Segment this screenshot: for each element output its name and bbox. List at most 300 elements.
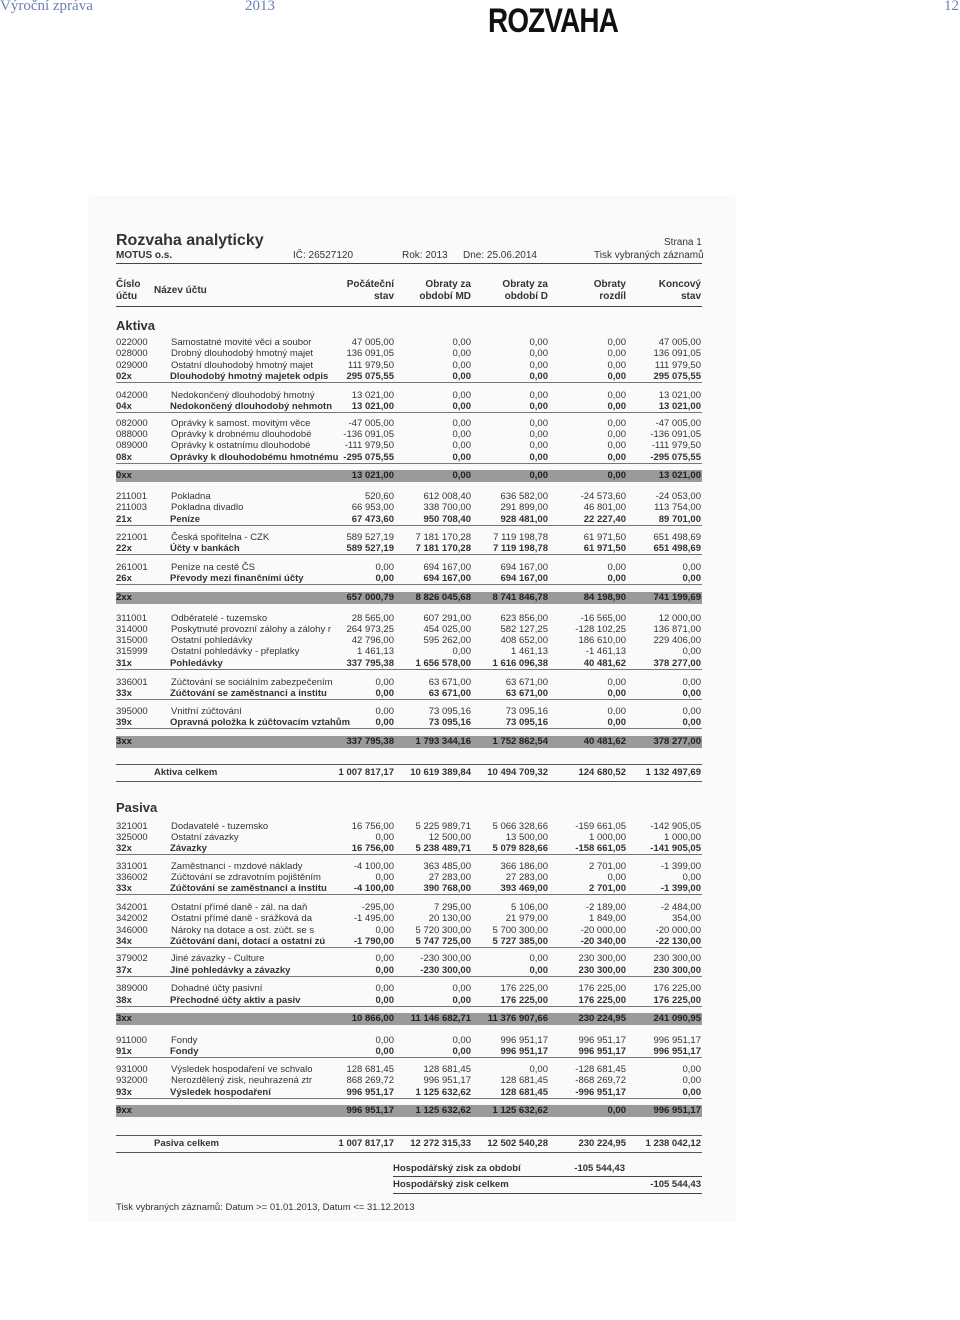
amount-cell: 5 700 300,00 (492, 925, 548, 936)
amount-cell: -47 005,00 (655, 418, 701, 429)
account-code: 346000 (116, 925, 148, 936)
amount-cell: 0,00 (607, 470, 626, 481)
section-banner: ROZVAHA (488, 2, 619, 40)
amount-cell: 136 091,05 (653, 348, 701, 359)
amount-cell: 27 283,00 (505, 872, 548, 883)
org-ic: IČ: 26527120 (293, 250, 354, 261)
account-code: 31x (116, 658, 132, 669)
account-code: 211003 (116, 502, 147, 513)
amount-cell: 7 181 170,28 (415, 532, 471, 543)
account-name: Fondy (170, 1046, 199, 1057)
subtotal-row (116, 883, 702, 895)
amount-cell: 0,00 (682, 646, 701, 657)
amount-cell: 0,00 (452, 1035, 471, 1046)
amount-cell: 0,00 (375, 965, 394, 976)
amount-cell: 996 951,17 (578, 1046, 626, 1057)
amount-cell: 657 000,79 (346, 592, 394, 603)
amount-cell: 12 272 315,33 (410, 1138, 471, 1149)
subtotal-row (116, 573, 702, 585)
account-code: 3xx (116, 1013, 132, 1024)
amount-cell: 0,00 (682, 717, 701, 728)
amount-cell: -2 189,00 (585, 902, 626, 913)
amount-cell: 1 132 497,69 (645, 767, 701, 778)
amount-cell: 520,60 (364, 491, 394, 502)
col-pocatecni: Počáteční stav (346, 279, 394, 302)
amount-cell: 61 971,50 (583, 543, 626, 554)
amount-cell: 230 224,95 (578, 1138, 626, 1149)
amount-cell: 589 527,19 (346, 543, 394, 554)
col-rozdil: Obraty rozdíl (593, 279, 626, 302)
amount-cell: 7 295,00 (434, 902, 471, 913)
account-code: 022000 (116, 337, 148, 348)
amount-cell: 0,00 (529, 953, 548, 964)
amount-cell: 636 582,00 (500, 491, 548, 502)
total-label: Pasiva celkem (154, 1138, 219, 1149)
amount-cell: 1 000,00 (664, 832, 701, 843)
account-code: 314000 (116, 624, 148, 635)
account-name: Zúčtování se zaměstnanci a institu (170, 688, 327, 699)
account-name: Ostatní pohledávky (171, 635, 253, 646)
subtotal-row (116, 1087, 702, 1099)
amount-cell: 354,00 (671, 913, 701, 924)
amount-cell: 996 951,17 (653, 1035, 701, 1046)
amount-cell: 111 979,50 (654, 360, 701, 371)
amount-cell: 229 406,00 (653, 635, 701, 646)
account-code: 315000 (116, 635, 148, 646)
account-row (116, 1064, 702, 1075)
amount-cell: 27 283,00 (428, 872, 471, 883)
amount-cell: 0,00 (452, 995, 471, 1006)
account-name: Ostatní dlouhodobý hmotný majet (171, 360, 314, 371)
amount-cell: 73 095,16 (428, 706, 471, 717)
amount-cell: -1 399,00 (660, 861, 701, 872)
amount-cell: 996 951,17 (500, 1046, 548, 1057)
amount-cell: 20 130,00 (428, 913, 471, 924)
group-total-row (116, 736, 702, 748)
account-row (116, 677, 702, 688)
account-code: 04x (116, 401, 132, 412)
amount-cell: 393 469,00 (500, 883, 548, 894)
account-row (116, 913, 702, 924)
subtotal-row (116, 514, 702, 526)
amount-cell: 0,00 (452, 348, 471, 359)
amount-cell: 0,00 (682, 677, 701, 688)
amount-cell: -159 661,05 (575, 821, 626, 832)
account-name: Zúčtování se zaměstnanci a institu (170, 883, 327, 894)
amount-cell: 0,00 (607, 573, 626, 584)
amount-cell: 176 225,00 (578, 983, 626, 994)
amount-cell: -295,00 (361, 902, 394, 913)
account-code: 22x (116, 543, 132, 554)
col-obraty-md: Obraty za období MD (419, 279, 471, 302)
profit-bottom-divider (393, 1193, 702, 1194)
account-code: 33x (116, 688, 132, 699)
amount-cell: 0,00 (452, 983, 471, 994)
report-name: Výroční zpráva (0, 0, 93, 14)
grand-total-row (116, 764, 702, 782)
subtotal-row (116, 965, 702, 977)
amount-cell: 1 849,00 (589, 913, 626, 924)
page-number: 12 (944, 0, 959, 14)
amount-cell: 0,00 (452, 429, 471, 440)
amount-cell: 0,00 (375, 995, 394, 1006)
amount-cell: 63 671,00 (428, 688, 471, 699)
account-row (116, 613, 702, 624)
account-name: Nerozdělený zisk, neuhrazená ztr (171, 1075, 312, 1086)
amount-cell: 67 473,60 (351, 514, 394, 525)
amount-cell: 13 500,00 (505, 832, 548, 843)
amount-cell: 13 021,00 (658, 401, 701, 412)
amount-cell: 176 225,00 (653, 983, 701, 994)
account-row (116, 1075, 702, 1086)
amount-cell: 16 756,00 (351, 821, 394, 832)
amount-cell: 595 262,00 (423, 635, 471, 646)
amount-cell: 176 225,00 (500, 983, 548, 994)
account-name: Česká spořitelna - CZK (171, 532, 270, 543)
amount-cell: 0,00 (607, 677, 626, 688)
amount-cell: 0,00 (375, 832, 394, 843)
account-code: 028000 (116, 348, 148, 359)
account-name: Zúčtování se sociálním zabezpečením (171, 677, 333, 688)
group-total-row (116, 470, 702, 482)
account-name: Převody mezi finančními účty (170, 573, 304, 584)
account-code: 39x (116, 717, 132, 728)
amount-cell: 0,00 (682, 1087, 701, 1098)
profit-total-label: Hospodářský zisk celkem (393, 1179, 509, 1190)
amount-cell: 363 485,00 (423, 861, 471, 872)
amount-cell: -295 075,55 (343, 452, 394, 463)
amount-cell: 0,00 (452, 371, 471, 382)
amount-cell: 176 225,00 (500, 995, 548, 1006)
amount-cell: 5 106,00 (511, 902, 548, 913)
account-row (116, 1035, 702, 1046)
account-code: 932000 (116, 1075, 148, 1086)
amount-cell: 996 951,17 (423, 1075, 471, 1086)
amount-cell: 22 227,40 (583, 514, 626, 525)
profit-divider (393, 1176, 702, 1177)
account-name: Ostatní závazky (171, 832, 239, 843)
report-year-field: Rok: 2013 (402, 250, 448, 261)
amount-cell: 612 008,40 (423, 491, 471, 502)
amount-cell: 73 095,16 (505, 706, 548, 717)
account-code: 34x (116, 936, 132, 947)
amount-cell: 996 951,17 (653, 1105, 701, 1116)
amount-cell: 5 079 828,66 (492, 843, 548, 854)
amount-cell: 0,00 (375, 983, 394, 994)
amount-cell: 1 125 632,62 (492, 1105, 548, 1116)
amount-cell: 0,00 (375, 677, 394, 688)
amount-cell: 0,00 (529, 452, 548, 463)
subtotal-row (116, 843, 702, 855)
amount-cell: 996 951,17 (500, 1035, 548, 1046)
print-selection: Tisk vybraných záznamů (594, 250, 704, 261)
account-row (116, 953, 702, 964)
account-row (116, 872, 702, 883)
account-code: 042000 (116, 390, 148, 401)
account-name: Jiné pohledávky a závazky (170, 965, 291, 976)
account-name: Poskytnuté provozní zálohy a zálohy r (171, 624, 332, 635)
amount-cell: 0,00 (375, 562, 394, 573)
account-row (116, 532, 702, 543)
amount-cell: 42 796,00 (351, 635, 394, 646)
amount-cell: 230 224,95 (578, 1013, 626, 1024)
amount-cell: 13 021,00 (351, 470, 394, 481)
amount-cell: 10 866,00 (351, 1013, 394, 1024)
amount-cell: 47 005,00 (658, 337, 701, 348)
amount-cell: -2 484,00 (660, 902, 701, 913)
amount-cell: 694 167,00 (423, 573, 471, 584)
subtotal-row (116, 995, 702, 1007)
print-filter-note: Tisk vybraných záznamů: Datum >= 01.01.2013, Datum <= 31.12.2013 (116, 1202, 415, 1213)
account-name: Pokladna divadlo (171, 502, 244, 513)
account-name: Samostatné movité věci a soubor (171, 337, 312, 348)
amount-cell: 0,00 (682, 573, 701, 584)
account-code: 342001 (116, 902, 148, 913)
amount-cell: 1 752 862,54 (492, 736, 548, 747)
account-code: 931000 (116, 1064, 148, 1075)
amount-cell: 7 181 170,28 (415, 543, 471, 554)
account-name: Nedokončený dlouhodobý nehmotn (170, 401, 333, 412)
account-code: 395000 (116, 706, 148, 717)
amount-cell: 0,00 (607, 337, 626, 348)
account-code: 082000 (116, 418, 148, 429)
account-name: Ostatní pohledávky - přeplatky (171, 646, 300, 657)
subtotal-row (116, 717, 702, 729)
amount-cell: -47 005,00 (348, 418, 394, 429)
amount-cell: 12 000,00 (658, 613, 701, 624)
amount-cell: 291 899,00 (500, 502, 548, 513)
amount-cell: 0,00 (682, 688, 701, 699)
account-code: 3xx (116, 736, 132, 747)
account-name: Nedokončený dlouhodobý hmotný (171, 390, 315, 401)
amount-cell: -4 100,00 (353, 861, 394, 872)
amount-cell: 63 671,00 (428, 677, 471, 688)
account-name: Dlouhodobý hmotný majetek odpis (170, 371, 329, 382)
amount-cell: -111 979,50 (651, 440, 701, 451)
amount-cell: 230 300,00 (653, 953, 701, 964)
account-row (116, 635, 702, 646)
amount-cell: 582 127,25 (500, 624, 548, 635)
amount-cell: 1 238 042,12 (645, 1138, 701, 1149)
subtotal-row (116, 936, 702, 948)
amount-cell: 5 066 328,66 (492, 821, 548, 832)
amount-cell: -24 573,60 (580, 491, 626, 502)
account-row (116, 348, 702, 359)
amount-cell: 0,00 (607, 418, 626, 429)
amount-cell: 295 075,55 (653, 371, 701, 382)
amount-cell: 589 527,19 (346, 532, 394, 543)
amount-cell: 454 025,00 (423, 624, 471, 635)
amount-cell: 0,00 (607, 872, 626, 883)
account-name: Dodavatelé - tuzemsko (171, 821, 269, 832)
account-code: 32x (116, 843, 132, 854)
account-name: Pohledávky (170, 658, 223, 669)
amount-cell: 0,00 (682, 1075, 701, 1086)
amount-cell: 0,00 (452, 452, 471, 463)
account-name: Ostatní přímé daně - srážková da (171, 913, 312, 924)
account-code: 26x (116, 573, 132, 584)
account-name: Zúčtování daní, dotací a ostatní zú (170, 936, 326, 947)
profit-period-label: Hospodářský zisk za období (393, 1163, 521, 1174)
account-name: Oprávky k samost. movitým věce (171, 418, 311, 429)
amount-cell: 607 291,00 (423, 613, 471, 624)
account-name: Peníze (170, 514, 201, 525)
amount-cell: 1 793 344,16 (415, 736, 471, 747)
amount-cell: 11 146 682,71 (410, 1013, 471, 1024)
amount-cell: 13 021,00 (658, 470, 701, 481)
amount-cell: 10 619 389,84 (410, 767, 471, 778)
amount-cell: 0,00 (607, 401, 626, 412)
amount-cell: 0,00 (375, 1046, 394, 1057)
amount-cell: 63 671,00 (505, 677, 548, 688)
amount-cell: 651 498,69 (653, 532, 701, 543)
account-code: 336001 (116, 677, 148, 688)
amount-cell: 338 700,00 (423, 502, 471, 513)
amount-cell: -1 399,00 (660, 883, 701, 894)
amount-cell: 0,00 (529, 337, 548, 348)
amount-cell: 28 565,00 (351, 613, 394, 624)
amount-cell: 0,00 (529, 348, 548, 359)
amount-cell: 61 971,50 (583, 532, 626, 543)
amount-cell: 0,00 (529, 429, 548, 440)
account-row (116, 429, 702, 440)
amount-cell: 63 671,00 (505, 688, 548, 699)
account-code: 91x (116, 1046, 132, 1057)
amount-cell: -230 300,00 (420, 965, 471, 976)
account-code: 33x (116, 883, 132, 894)
amount-cell: 0,00 (607, 562, 626, 573)
amount-cell: 5 225 989,71 (415, 821, 471, 832)
subtotal-row (116, 1046, 702, 1058)
amount-cell: 366 186,00 (500, 861, 548, 872)
account-name: Peníze na cestě ČS (171, 562, 255, 573)
amount-cell: 47 005,00 (351, 337, 394, 348)
amount-cell: 694 167,00 (500, 562, 548, 573)
account-name: Zaměstnanci - mzdové náklady (171, 861, 303, 872)
amount-cell: -141 905,05 (650, 843, 701, 854)
amount-cell: -136 091,05 (343, 429, 394, 440)
amount-cell: 0,00 (682, 872, 701, 883)
account-code: 261001 (116, 562, 148, 573)
account-code: 029000 (116, 360, 148, 371)
account-code: 336002 (116, 872, 148, 883)
subtotal-row (116, 452, 702, 464)
subtotal-row (116, 371, 702, 383)
account-code: 911000 (116, 1035, 147, 1046)
account-code: 37x (116, 965, 132, 976)
account-name: Pokladna (171, 491, 211, 502)
subtotal-row (116, 401, 702, 413)
account-name: Oprávky k ostatnímu dlouhodobé (171, 440, 311, 451)
amount-cell: 1 461,13 (511, 646, 548, 657)
account-code: 088000 (116, 429, 148, 440)
account-name: Dohadné účty pasivní (171, 983, 263, 994)
amount-cell: 0,00 (607, 440, 626, 451)
amount-cell: 113 754,00 (654, 502, 701, 513)
account-row (116, 337, 702, 348)
account-name: Výsledek hospodaření ve schvalo (171, 1064, 313, 1075)
account-code: 342002 (116, 913, 148, 924)
column-divider (116, 306, 702, 307)
amount-cell: 128 681,45 (423, 1064, 471, 1075)
account-name: Odběratelé - tuzemsko (171, 613, 268, 624)
amount-cell: 0,00 (529, 401, 548, 412)
amount-cell: 0,00 (607, 452, 626, 463)
amount-cell: 0,00 (375, 1035, 394, 1046)
subtotal-row (116, 543, 702, 555)
account-row (116, 925, 702, 936)
amount-cell: 13 021,00 (351, 401, 394, 412)
amount-cell: 0,00 (452, 401, 471, 412)
amount-cell: 0,00 (607, 360, 626, 371)
amount-cell: 124 680,52 (578, 767, 626, 778)
amount-cell: 1 000,00 (589, 832, 626, 843)
account-code: 21x (116, 514, 132, 525)
amount-cell: -111 979,50 (344, 440, 394, 451)
amount-cell: 0,00 (375, 706, 394, 717)
amount-cell: 996 951,17 (346, 1105, 394, 1116)
account-code: 389000 (116, 983, 148, 994)
amount-cell: -22 130,00 (655, 936, 701, 947)
account-code: 93x (116, 1087, 132, 1098)
amount-cell: 0,00 (607, 706, 626, 717)
amount-cell: 241 090,95 (653, 1013, 701, 1024)
sheet-title: Rozvaha analyticky (116, 232, 264, 249)
amount-cell: -868 269,72 (575, 1075, 626, 1086)
amount-cell: 996 951,17 (578, 1035, 626, 1046)
amount-cell: 378 277,00 (653, 736, 701, 747)
account-code: 08x (116, 452, 132, 463)
amount-cell: 8 826 045,68 (415, 592, 471, 603)
amount-cell: 2 701,00 (589, 883, 626, 894)
amount-cell: 0,00 (452, 418, 471, 429)
amount-cell: 0,00 (607, 717, 626, 728)
account-code: 2xx (116, 592, 132, 603)
amount-cell: 0,00 (452, 440, 471, 451)
amount-cell: 89 701,00 (658, 514, 701, 525)
amount-cell: 40 481,62 (583, 658, 626, 669)
grand-total-row (116, 1135, 702, 1153)
account-code: 325000 (116, 832, 148, 843)
account-name: Přechodné účty aktiv a pasiv (170, 995, 301, 1006)
amount-cell: -128 102,25 (575, 624, 626, 635)
amount-cell: -142 905,05 (650, 821, 701, 832)
section-pasiva: Pasiva (116, 800, 158, 815)
amount-cell: 230 300,00 (578, 953, 626, 964)
amount-cell: 1 461,13 (357, 646, 394, 657)
amount-cell: 0,00 (452, 360, 471, 371)
amount-cell: -20 000,00 (655, 925, 701, 936)
amount-cell: 16 756,00 (351, 843, 394, 854)
amount-cell: -128 681,45 (575, 1064, 626, 1075)
amount-cell: 295 075,55 (346, 371, 394, 382)
amount-cell: 950 708,40 (423, 514, 471, 525)
amount-cell: 623 856,00 (500, 613, 548, 624)
account-name: Oprávky k drobnému dlouhodobé (171, 429, 312, 440)
account-code: 02x (116, 371, 132, 382)
account-row (116, 861, 702, 872)
account-code: 321001 (116, 821, 148, 832)
account-row (116, 706, 702, 717)
account-row (116, 821, 702, 832)
col-nazev: Název účtu (154, 285, 207, 296)
amount-cell: 176 225,00 (578, 995, 626, 1006)
group-total-row (116, 1105, 702, 1117)
amount-cell: 0,00 (607, 348, 626, 359)
col-obraty-d: Obraty za období D (502, 279, 548, 302)
account-code: 379002 (116, 953, 148, 964)
amount-cell: 0,00 (375, 573, 394, 584)
